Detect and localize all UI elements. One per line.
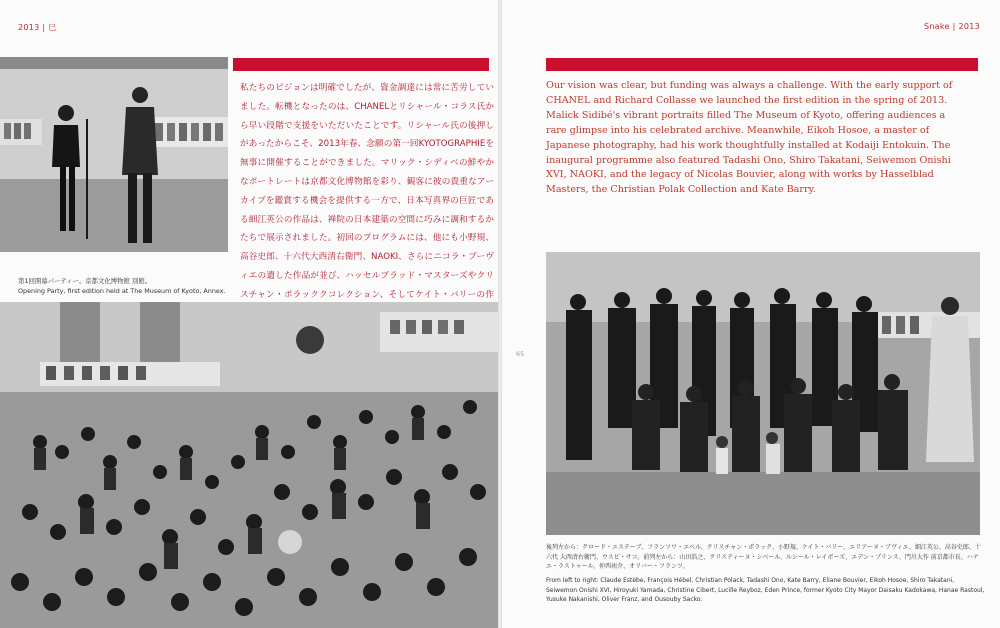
- photo-group-portrait: [546, 252, 980, 535]
- photo-opening-speakers: [0, 57, 228, 252]
- caption-opening-party-jp: 第1回開幕パーティー。京都文化博物館 別館。: [18, 277, 152, 285]
- right-page: [502, 0, 1000, 628]
- running-header-right: Snake | 2013: [923, 22, 980, 31]
- photo-opening-crowd: [0, 302, 498, 628]
- page-number: 65: [516, 350, 525, 358]
- caption-group-names-en: From left to right: Claude Estèbe, François Hébel, Christian Polack, Tadashi Ono, Kate Barry, Eliane Bouvier, Eikoh Hosoe, Shiro Takatani, Seiwemon Onishi XVI, Hiroyuki Yamada, Christine Cibert, Lucille Reyboz, Eden Prince, former Kyoto City Mayor Daisaku Kadokawa, Hanae Rastoul, Yusuke Nakanishi, Oliver Franz, and Ousouby Sacko.: [546, 577, 985, 604]
- running-header-left: 2013 | 巳: [18, 23, 57, 32]
- caption-opening-party-en: Opening Party, first edition held at The Museum of Kyoto, Annex.: [18, 287, 226, 295]
- caption-opening-party: [18, 276, 232, 296]
- red-accent-bar-left: [233, 58, 489, 71]
- caption-group-names-jp: 後列左から：クロード・エステーブ、フランソワ・エベル、クリスチャン・ポラック、小野規、ケイト・バリー、エリアーヌ・ブヴィエ、細江英公、高谷史郎、十六代 大西清右衛門、ウスビ・サコ。前列左から：山田浩之、クリスティーヌ・シベール、ルシール・レイボーズ、エデン・プリンス、門川大作 前京都市長、ハナエ・ラストゥール、仲西祐介、オリバー・フランツ。: [546, 544, 981, 571]
- english-body-text: Our vision was clear, but funding was always a challenge. With the early support of CHANEL and Richard Collasse we launched the first edition in the spring of 2013. Malick Sidibé's vibrant portraits filled The Museum of Kyoto, offering audiences a rare glimpse into his celebrated archive. Meanwhile, Eikoh Hosoe, a master of Japanese photography, had his work thoughtfully installed at Kodaiji Entokuin. The inaugural programme also featured Tadashi Ono, Shiro Takatani, Seiwemon Onishi XVI, NAOKI, and the legacy of Nicolas Bouvier, along with works by Hasselblad Masters, the Christian Polak Collection and Kate Barry.: [546, 80, 953, 196]
- red-accent-bar-right: [546, 58, 978, 71]
- left-page: [0, 0, 498, 628]
- japanese-body-text: 私たちのビジョンは明確でしたが、資金調達には常に苦労していました。転機となったのは、CHANELとリシャール・コラス氏から早い段階で支援をいただいたことです。リシャール氏の後押しがあったからこそ、2013年春、念願の第一回KYOTOGRAPHIEを無事に開催することができました。マリック・シディベの鮮やかなポートレートは京都文化博物館を彩り、観客に彼の貴重なアーカイブを鑑賞する機会を提供する一方で、日本写真界の巨匠である細江英公の作品は、禅院の日本建築の空間に巧みに調和するかたちで展示されました。初回のプログラムには、他にも小野規、高谷史郎、十六代大西清右衛門、NAOKI、さらにニコラ・ブーヴィエの遺した作品が並び、ハッセルブラッド・マスターズやクリスチャン・ポラッククコレクション、そしてケイト・バリーの作: [240, 83, 494, 300]
